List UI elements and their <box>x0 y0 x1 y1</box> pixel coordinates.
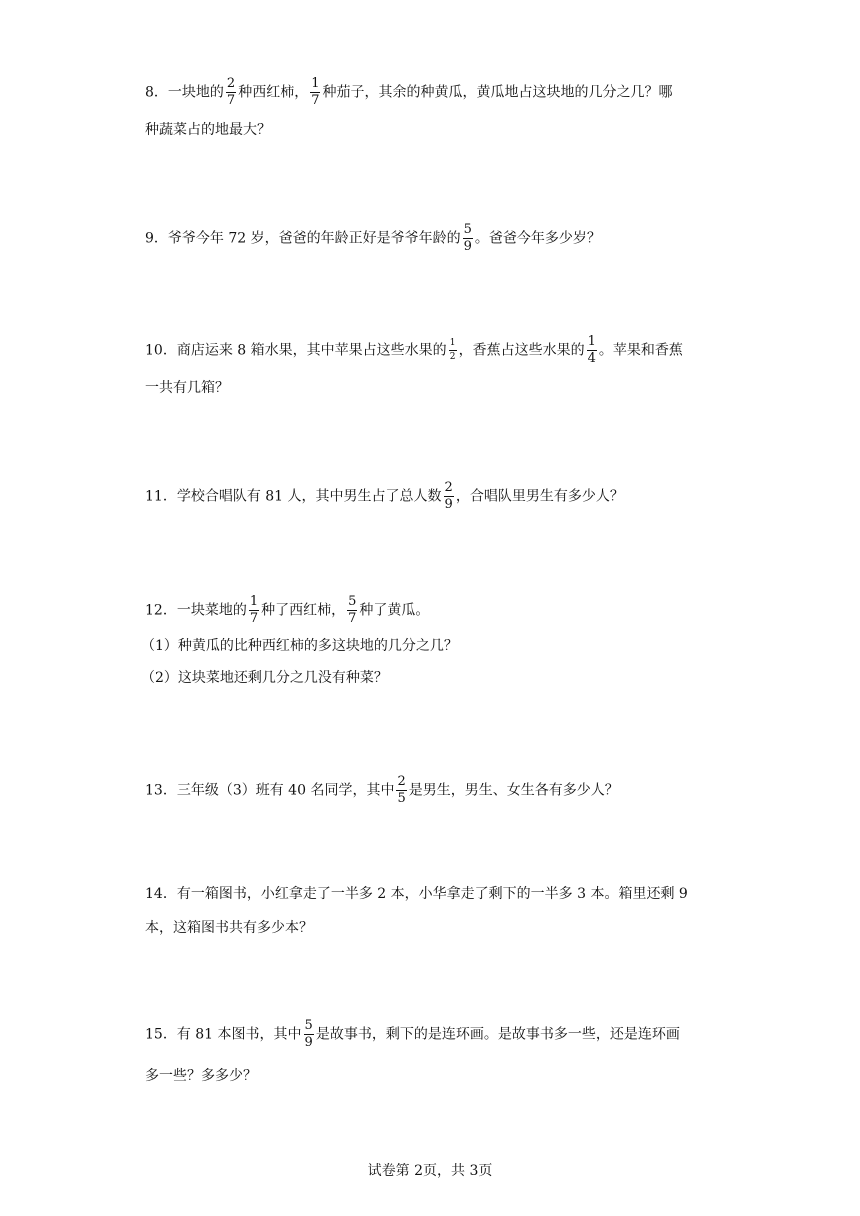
fraction: $\frac{2}{5}$ <box>397 774 406 806</box>
question-10: 10．商店运来 8 箱水果，其中苹果占这些水果的 $\frac{1}{2}$ ，香蕉占这些水果的 $\frac{1}{4}$ 。苹果和香蕉 <box>145 334 683 366</box>
question-8 <box>145 78 725 107</box>
question-14-line2: 本，这箱图书共有多少本？ <box>145 920 313 936</box>
question-10-line2: 一共有几箱？ <box>145 380 229 396</box>
question-15: 15．有 81 本图书，其中 $\frac{5}{9}$ 是故事书，剩下的是连环画。是故事书多一些，还是连环画 <box>145 1018 680 1050</box>
question-14: 14．有一箱图书，小红拿走了一半多 2 本，小华拿走了剩下的一半多 3 本。箱里还剩 9 <box>145 886 688 902</box>
fraction: $\frac{1}{7}$ <box>311 76 320 108</box>
question-11: 11．学校合唱队有 81 人，其中男生占了总人数 $\frac{2}{9}$ ，合唱队里男生有多少人？ <box>145 480 624 512</box>
fraction: $\frac{1}{2}$ <box>449 338 456 362</box>
fraction: $\frac{5}{7}$ <box>348 594 357 626</box>
question-12-sub1: （1）种黄瓜的比种西红柿的多这块地的几分之几？ <box>141 638 458 654</box>
question-8-line1: 8．一块地的 $\frac{2}{7}$ 种西红柿， $\frac{1}{7}$ 种茄子，其余的种黄瓜，黄瓜地占这块地的几分之几？哪 <box>145 76 673 108</box>
fraction: $\frac{5}{9}$ <box>463 222 472 254</box>
question-13: 13．三年级（3）班有 40 名同学，其中 $\frac{2}{5}$ 是男生，男生、女生各有多少人？ <box>145 774 619 806</box>
question-12-sub2: （2）这块菜地还剩几分之几没有种菜？ <box>141 670 388 686</box>
fraction: $\frac{5}{9}$ <box>304 1018 313 1050</box>
question-8-line2: 种蔬菜占的地最大？ <box>145 122 271 138</box>
fraction: $\frac{1}{7}$ <box>249 594 259 626</box>
fraction: $\frac{1}{4}$ <box>587 334 596 366</box>
question-15-line2: 多一些？多多少？ <box>145 1068 257 1084</box>
page-footer: 试卷第 2页，共 3页 <box>367 1163 493 1179</box>
fraction: $\frac{2}{7}$ <box>226 76 236 108</box>
question-12: 12．一块菜地的 $\frac{1}{7}$ 种了西红柿， $\frac{5}{7}$ 种了黄瓜。 <box>145 594 430 626</box>
fraction: $\frac{2}{9}$ <box>444 480 453 512</box>
question-9: 9．爷爷今年 72 岁，爸爸的年龄正好是爷爷年龄的 $\frac{5}{9}$ 。爸爸今年多少岁？ <box>145 222 601 254</box>
